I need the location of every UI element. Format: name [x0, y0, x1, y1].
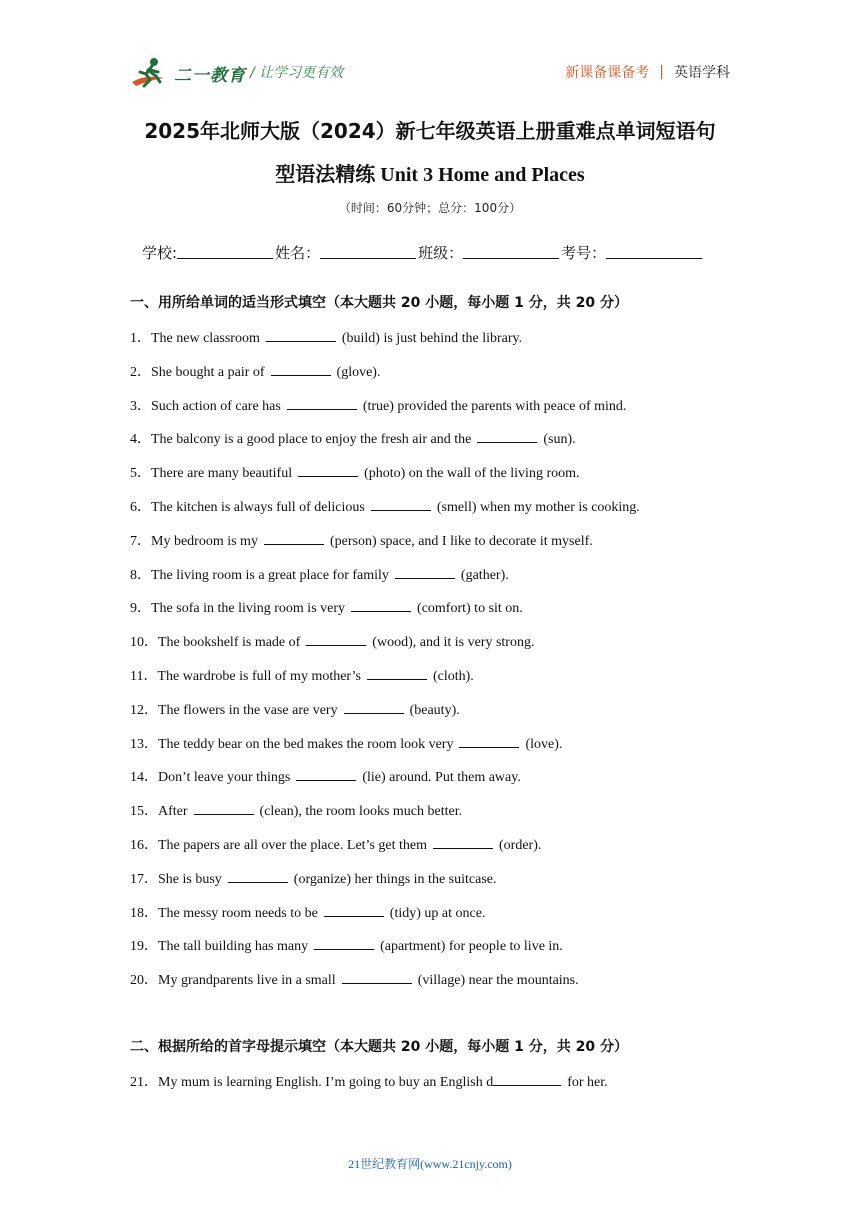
page-title-line1: 2025年北师大版（2024）新七年级英语上册重难点单词短语句 — [144, 119, 716, 143]
question-item — [130, 564, 509, 584]
question-text-before: The teddy bear on the bed makes the room look very — [158, 736, 454, 752]
question-text-after: (smell) when my mother is cooking. — [436, 500, 640, 515]
question-text-before: The bookshelf is made of — [158, 635, 301, 651]
question-item — [130, 969, 579, 989]
name-field[interactable] — [320, 242, 416, 259]
class-field[interactable] — [463, 242, 559, 259]
question-text-after: (true) provided the parents with peace of mind. — [362, 398, 627, 414]
question-item — [130, 868, 496, 888]
question-text-after: (beauty). — [409, 702, 460, 718]
question-text-after: (love). — [525, 736, 563, 752]
question-text-after: (build) is just behind the library. — [341, 331, 523, 346]
question-text-before: The sofa in the living room is very — [151, 601, 346, 617]
answer-blank[interactable] — [371, 496, 431, 511]
question-text-after: (village) near the mountains. — [417, 973, 579, 989]
question-item — [130, 597, 523, 617]
page-subtitle: （时间：60分钟；总分：100分） — [338, 201, 522, 215]
answer-blank[interactable] — [287, 395, 357, 410]
question-number: 13． — [130, 736, 158, 752]
answer-blank[interactable] — [266, 327, 336, 342]
question-text-before: The flowers in the vase are very — [158, 702, 338, 718]
question-text-before: The messy room needs to be — [158, 905, 318, 921]
question-text-before: My grandparents live in a small — [158, 973, 336, 989]
question-item — [130, 462, 580, 482]
question-number: 14． — [130, 770, 158, 786]
question-text-before: There are many beautiful — [151, 466, 293, 482]
answer-blank[interactable] — [493, 1071, 561, 1086]
question-text-after: (organize) her things in the suitcase. — [293, 871, 497, 887]
question-number: 6． — [130, 500, 151, 515]
question-text-after: (sun). — [543, 432, 576, 448]
answer-blank[interactable] — [395, 564, 455, 579]
question-text-before: She bought a pair of — [151, 364, 265, 380]
question-text-after: (gather). — [460, 567, 509, 583]
page-title-line2-en: Unit 3 Home and Places — [375, 164, 585, 186]
question-text-before: The living room is a great place for family — [151, 567, 389, 583]
question-number: 20． — [130, 973, 158, 989]
question-number: 8． — [130, 567, 151, 583]
header-left-tag: 新课备课备考 — [565, 65, 650, 81]
question-text-before: The wardrobe is full of my mother’s — [157, 669, 361, 684]
exam-no-field[interactable] — [606, 242, 702, 259]
question-item — [130, 766, 521, 786]
answer-blank[interactable] — [194, 800, 254, 815]
question-item — [130, 496, 640, 516]
name-label: 姓名： — [275, 244, 321, 262]
answer-blank[interactable] — [477, 428, 537, 443]
question-text-after: (wood), and it is very strong. — [372, 635, 535, 651]
question-number: 3． — [130, 398, 151, 414]
question-number: 4． — [130, 432, 151, 448]
answer-blank[interactable] — [459, 733, 519, 748]
question-number: 17． — [130, 871, 158, 887]
question-text-after: (cloth). — [432, 669, 474, 684]
question-text-before: The new classroom — [151, 331, 260, 346]
header-separator: | — [659, 64, 664, 80]
question-item — [130, 935, 563, 955]
question-text-after: (lie) around. Put them away. — [362, 770, 521, 786]
question-text-before: The papers are all over the place. Let’s get them — [158, 838, 427, 853]
question-item — [130, 902, 485, 922]
answer-blank[interactable] — [351, 597, 411, 612]
answer-blank[interactable] — [367, 665, 427, 680]
question-item — [130, 665, 474, 685]
question-text-after: (comfort) to sit on. — [417, 601, 523, 617]
question-number: 12． — [130, 702, 158, 718]
question-item — [130, 631, 534, 651]
question-item — [130, 800, 462, 820]
question-item — [130, 834, 541, 854]
runner-logo-icon — [130, 56, 172, 90]
question-item — [130, 530, 593, 550]
answer-blank[interactable] — [306, 631, 366, 646]
question-number: 2． — [130, 364, 151, 380]
answer-blank[interactable] — [296, 766, 356, 781]
question-number: 18． — [130, 905, 158, 921]
page-title-line2-cn: 型语法精练 — [275, 162, 376, 186]
page-title-line2 — [0, 158, 860, 187]
answer-blank[interactable] — [271, 361, 331, 376]
question-text-before: The balcony is a good place to enjoy the fresh air and the — [151, 432, 472, 448]
question-text-before: After — [158, 804, 188, 820]
question-text-after: (order). — [499, 838, 542, 853]
student-info-row — [142, 242, 704, 263]
question-item — [130, 428, 576, 448]
class-label: 班级： — [418, 244, 464, 262]
question-item — [130, 699, 460, 719]
question-text-after: (person) space, and I like to decorate it myself. — [329, 533, 593, 549]
question-item — [130, 733, 562, 753]
answer-blank[interactable] — [298, 462, 358, 477]
question-text-before: The kitchen is always full of delicious — [151, 500, 365, 515]
question-number: 21． — [130, 1075, 158, 1090]
answer-blank[interactable] — [344, 699, 404, 714]
question-number: 9． — [130, 601, 151, 617]
question-text-after: (glove). — [336, 364, 381, 380]
question-text-before: She is busy — [158, 871, 222, 887]
answer-blank[interactable] — [228, 868, 288, 883]
question-number: 19． — [130, 939, 158, 955]
question-text-after: (apartment) for people to live in. — [380, 939, 563, 955]
section1-heading: 一、用所给单词的适当形式填空（本大题共 20 小题，每小题 1 分，共 20 分） — [130, 295, 628, 311]
page-footer: 21世纪教育网(www.21cnjy.com) — [348, 1157, 512, 1171]
school-field[interactable] — [177, 242, 273, 259]
question-text-after: (clean), the room looks much better. — [259, 804, 463, 820]
question-text-before: The tall building has many — [158, 939, 309, 955]
question-text-before: Don’t leave your things — [158, 770, 291, 786]
answer-blank[interactable] — [324, 902, 384, 917]
question-number: 5． — [130, 466, 151, 482]
answer-blank[interactable] — [314, 935, 374, 950]
question-number: 15． — [130, 804, 158, 820]
slogan: / 让学习更有效 — [250, 65, 344, 81]
question-text-before: My mum is learning English. I’m going to buy an English d — [158, 1075, 494, 1090]
question-number: 16． — [130, 838, 158, 853]
question-number: 10． — [130, 635, 158, 651]
question-item — [130, 1071, 608, 1091]
question-text-after: for her. — [567, 1075, 608, 1090]
logo-text: 二一教育 — [174, 65, 246, 86]
school-label: 学校: — [142, 244, 178, 262]
header-subject: 英语学科 — [674, 65, 730, 81]
question-number: 7． — [130, 533, 151, 549]
answer-blank[interactable] — [342, 969, 412, 984]
question-number: 1． — [130, 331, 151, 346]
section2-heading: 二、根据所给的首字母提示填空（本大题共 20 小题，每小题 1 分，共 20 分） — [130, 1039, 628, 1055]
question-number: 11． — [130, 669, 158, 684]
question-text-before: My bedroom is my — [151, 533, 258, 549]
question-text-after: (tidy) up at once. — [389, 905, 486, 921]
logo — [130, 56, 246, 90]
question-item — [130, 395, 626, 415]
page-header — [130, 52, 730, 92]
question-item — [130, 327, 522, 347]
answer-blank[interactable] — [433, 834, 493, 849]
header-tags — [565, 62, 730, 82]
question-item — [130, 361, 380, 381]
exam-no-label: 考号： — [561, 244, 607, 262]
answer-blank[interactable] — [264, 530, 324, 545]
question-text-after: (photo) on the wall of the living room. — [364, 466, 580, 482]
question-text-before: Such action of care has — [151, 398, 281, 414]
